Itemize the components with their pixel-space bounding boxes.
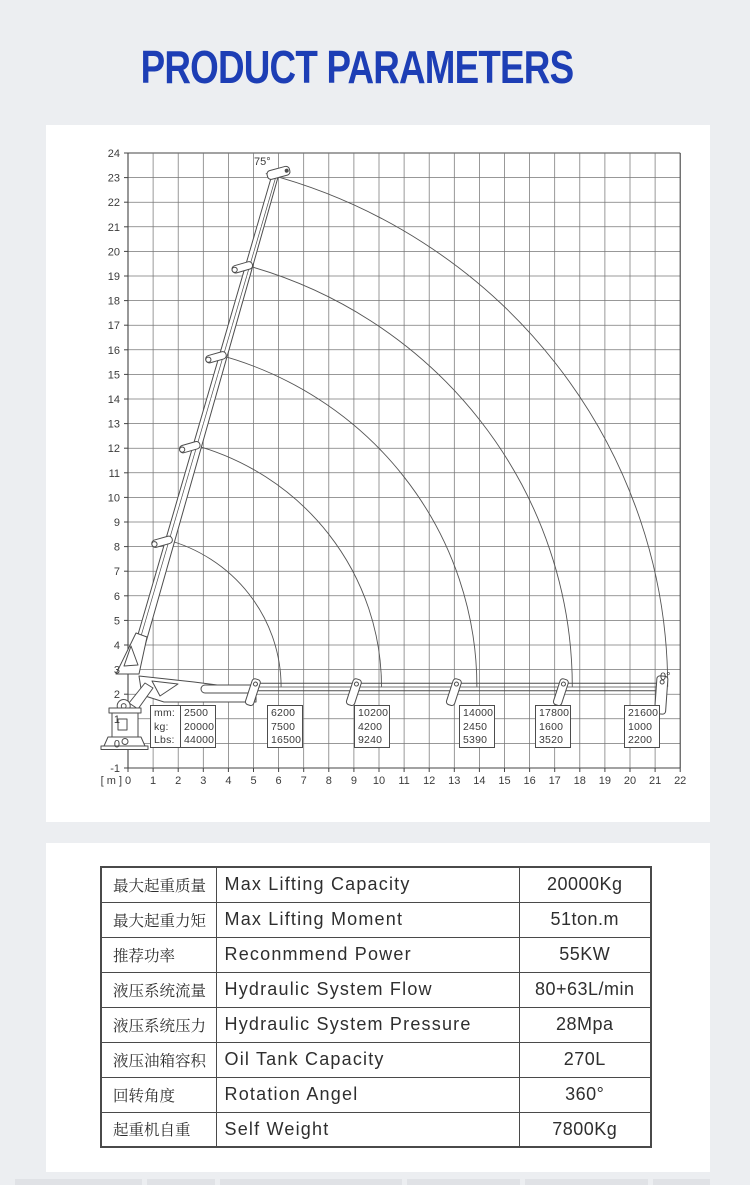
table-cell-cn: 最大起重力矩 [101, 902, 216, 937]
y-tick-label: 18 [107, 295, 120, 308]
table-cell-value: 80+63L/min [519, 972, 651, 1007]
next-section-strip [0, 1179, 750, 1185]
crane-drawing [101, 166, 668, 750]
load-value: 5390 [463, 734, 488, 747]
table-cell-cn: 液压油箱容积 [101, 1042, 216, 1077]
x-tick-label: 14 [473, 775, 486, 787]
legend-row-label: Lbs: [154, 734, 175, 747]
load-value-box [535, 705, 571, 748]
table-row [101, 1112, 651, 1147]
table-row [101, 972, 651, 1007]
y-tick-label: 8 [113, 541, 120, 554]
load-value: 6200 [271, 707, 296, 719]
strip-segment [653, 1179, 710, 1185]
table-cell-en: Hydraulic System Pressure [216, 1007, 519, 1042]
strip-segment [525, 1179, 648, 1185]
load-chart-panel [46, 125, 710, 822]
y-tick-label: 9 [113, 517, 120, 529]
page-title: PRODUCT PARAMETERS [140, 41, 574, 93]
y-tick-label: 17 [107, 320, 120, 333]
max-angle-label: 75° [254, 156, 271, 168]
capacity-arc [166, 540, 281, 687]
x-tick-label: 12 [423, 775, 436, 787]
load-value: 10200 [358, 707, 389, 719]
table-row [101, 1042, 651, 1077]
table-cell-value: 270L [519, 1042, 651, 1077]
load-value: 20000 [184, 720, 215, 733]
table-cell-cn: 液压系统压力 [101, 1007, 216, 1042]
y-tick-label: 19 [107, 271, 120, 283]
load-value-box [354, 705, 390, 748]
y-tick-label: 20 [107, 246, 120, 259]
x-tick-label: 0 [124, 775, 132, 787]
y-tick-label: 14 [107, 394, 120, 406]
x-tick-label: 16 [523, 775, 536, 787]
spec-table-panel [46, 843, 710, 1172]
x-tick-label: 7 [300, 775, 307, 787]
table-cell-value: 28Mpa [519, 1007, 651, 1042]
table-cell-en: Reconmmend Power [216, 937, 519, 972]
y-tick-label: 21 [107, 221, 120, 234]
x-tick-label: 6 [275, 775, 282, 787]
y-tick-label: -1 [110, 763, 120, 775]
x-tick-label: 17 [548, 775, 561, 787]
load-value: 9240 [358, 734, 383, 747]
y-tick-label: 2 [113, 689, 120, 702]
load-value: 2500 [184, 707, 209, 719]
x-tick-label: 11 [398, 775, 410, 787]
table-cell-en: Max Lifting Capacity [216, 867, 519, 902]
x-tick-label: 18 [573, 775, 586, 787]
load-value: 2450 [463, 720, 488, 733]
x-tick-label: 10 [372, 775, 386, 787]
x-tick-label: 8 [325, 775, 332, 787]
x-tick-label: 15 [498, 775, 511, 787]
y-tick-label: 24 [107, 148, 120, 160]
y-tick-label: 1 [113, 713, 120, 726]
table-row [101, 937, 651, 972]
x-axis-unit-label: [ m ] [100, 775, 122, 787]
x-tick-label: 13 [448, 775, 461, 787]
load-value: 4200 [358, 720, 383, 733]
strip-segment [220, 1179, 402, 1185]
legend-row-label: kg: [154, 720, 169, 733]
y-tick-label: 10 [107, 492, 120, 505]
capacity-arc [241, 264, 572, 687]
x-tick-label: 21 [648, 775, 662, 787]
load-value: 14000 [463, 707, 494, 719]
y-tick-label: 15 [107, 369, 120, 382]
table-cell-value: 51ton.m [519, 902, 651, 937]
x-tick-label: 3 [200, 775, 207, 787]
table-cell-cn: 回转角度 [101, 1077, 216, 1112]
table-cell-en: Oil Tank Capacity [216, 1042, 519, 1077]
load-value: 1600 [539, 720, 564, 733]
table-cell-en: Max Lifting Moment [216, 902, 519, 937]
table-row [101, 1077, 651, 1112]
y-tick-label: 5 [113, 615, 120, 628]
y-tick-label: 12 [107, 443, 120, 456]
strip-segment [15, 1179, 142, 1185]
x-tick-label: 9 [350, 775, 357, 787]
spec-table [100, 866, 652, 1148]
table-cell-en: Self Weight [216, 1112, 519, 1147]
table-cell-value: 7800Kg [519, 1112, 651, 1147]
load-value-box [180, 705, 216, 748]
table-cell-cn: 最大起重质量 [101, 867, 216, 902]
x-tick-label: 4 [225, 775, 232, 787]
x-tick-label: 5 [250, 775, 257, 787]
load-value: 17800 [539, 707, 570, 719]
strip-segment [407, 1179, 520, 1185]
load-value: 21600 [628, 707, 659, 719]
table-row [101, 902, 651, 937]
working-range-arcs [166, 174, 668, 687]
table-cell-cn: 推荐功率 [101, 937, 216, 972]
y-tick-label: 23 [107, 172, 120, 185]
load-legend-box [150, 705, 181, 748]
y-tick-label: 11 [108, 467, 120, 480]
x-tick-label: 1 [150, 775, 157, 787]
y-tick-label: 0 [113, 738, 120, 751]
x-tick-label: 22 [674, 775, 687, 787]
x-tick-label: 20 [623, 775, 637, 787]
load-value-box [459, 705, 495, 748]
y-tick-label: 13 [107, 418, 120, 431]
min-angle-label: 0° [660, 671, 671, 683]
y-tick-label: 16 [107, 344, 120, 357]
x-tick-label: 19 [598, 775, 612, 787]
chart-grid [124, 153, 680, 772]
legend-row-label: mm: [154, 707, 176, 719]
capacity-arc [216, 354, 477, 687]
table-cell-cn: 液压系统流量 [101, 972, 216, 1007]
load-value-box [267, 705, 303, 748]
capacity-arc [266, 174, 668, 687]
y-tick-label: 22 [107, 197, 120, 210]
y-tick-label: 4 [113, 640, 120, 652]
table-row [101, 867, 651, 902]
y-tick-label: 3 [113, 664, 120, 677]
x-tick-label: 2 [175, 775, 182, 787]
table-cell-en: Hydraulic System Flow [216, 972, 519, 1007]
table-cell-value: 20000Kg [519, 867, 651, 902]
table-cell-value: 360° [519, 1077, 651, 1112]
load-value: 44000 [184, 734, 215, 747]
table-row [101, 1007, 651, 1042]
table-cell-cn: 起重机自重 [101, 1112, 216, 1147]
strip-segment [147, 1179, 215, 1185]
load-value: 7500 [271, 720, 296, 733]
load-value: 2200 [628, 734, 653, 747]
table-cell-value: 55KW [519, 937, 651, 972]
load-value-box [624, 705, 660, 748]
y-tick-label: 6 [113, 590, 120, 603]
load-value: 1000 [628, 720, 653, 733]
load-value: 16500 [271, 734, 302, 747]
table-cell-en: Rotation Angel [216, 1077, 519, 1112]
load-value: 3520 [539, 734, 564, 747]
y-tick-label: 7 [113, 566, 120, 579]
